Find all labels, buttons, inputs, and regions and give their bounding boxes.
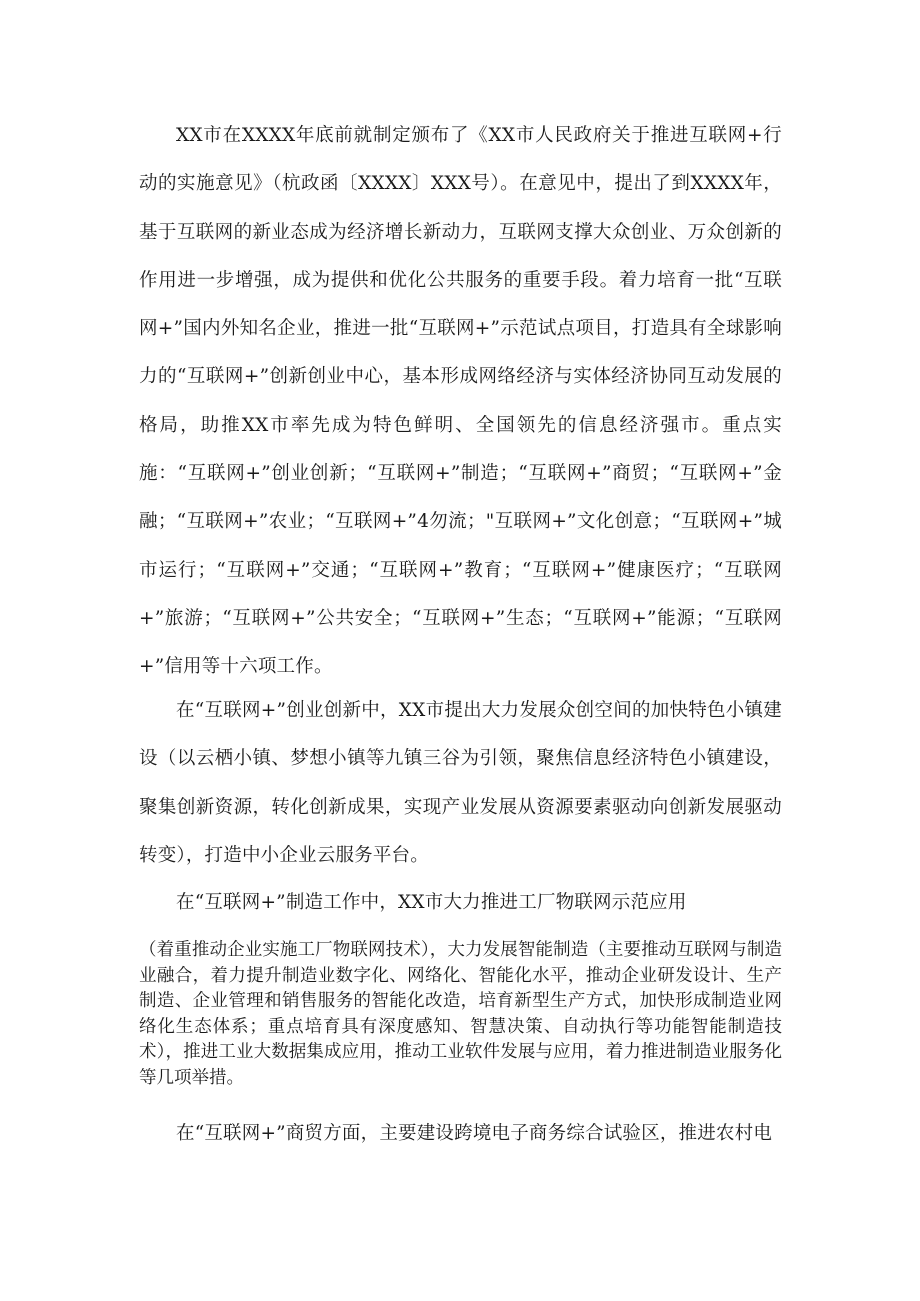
paragraph-internet-plus-opinions: XX市在XXXX年底前就制定颁布了《XX市人民政府关于推进互联网+行动的实施意见》（杭政函〔XXXX〕XXX号）。在意见中，提出了到XXXX年，基于互联网的新业态成为经济增长新动力，互联网支撑大众创业、万众创新的作用进一步增强，成为提供和优化公共服务的重要手段。着力培育一批“互联网+”国内外知名企业，推进一批“互联网+”示范试点项目，打造具有全球影响力的“互联网+”创新创业中心，基本形成网络经济与实体经济协同互动发展的格局，助推XX市率先成为特色鲜明、全国领先的信息经济强市。重点实施：“互联网+”创业创新；“互联网+”制造；“互联网+”商贸；“互联网+”金融；“互联网+”农业；“互联网+”4勿流；"互联网+”文化创意；“互联网+”城市运行；“互联网+”交通；“互联网+”教育；“互联网+”健康医疗；“互联网+”旅游；“互联网+”公共安全；“互联网+”生态；“互联网+”能源；“互联网+”信用等十六项工作。 — [139, 125, 782, 678]
paragraph-manufacturing-intro: 在“互联网+”制造工作中，XX市大力推进工厂物联网示范应用 — [176, 892, 687, 913]
paragraph-commerce-trade: 在“互联网+”商贸方面，主要建设跨境电子商务综合试验区，推进农村电 — [176, 1123, 773, 1144]
paragraph-entrepreneurship-innovation: 在“互联网+”创业创新中，XX市提出大力发展众创空间的加快特色小镇建设（以云栖小镇、梦想小镇等九镇三谷为引领，聚焦信息经济特色小镇建设，聚集创新资源，转化创新成果，实现产业发展从资源要素驱动向创新发展驱动转变），打造中小企业云服务平台。 — [139, 700, 782, 866]
paragraph-manufacturing-details: （着重推动企业实施工厂物联网技术），大力发展智能制造（主要推动互联网与制造业融合，着力提升制造业数字化、网络化、智能化水平，推动企业研发设计、生产制造、企业管理和销售服务的智能化改造，培育新型生产方式，加快形成制造业网络化生态体系；重点培育具有深度感知、智慧决策、自动执行等功能智能制造技术），推进工业大数据集成应用，推动工业软件发展与应用，着力推进制造业服务化等几项举措。 — [139, 940, 782, 1088]
